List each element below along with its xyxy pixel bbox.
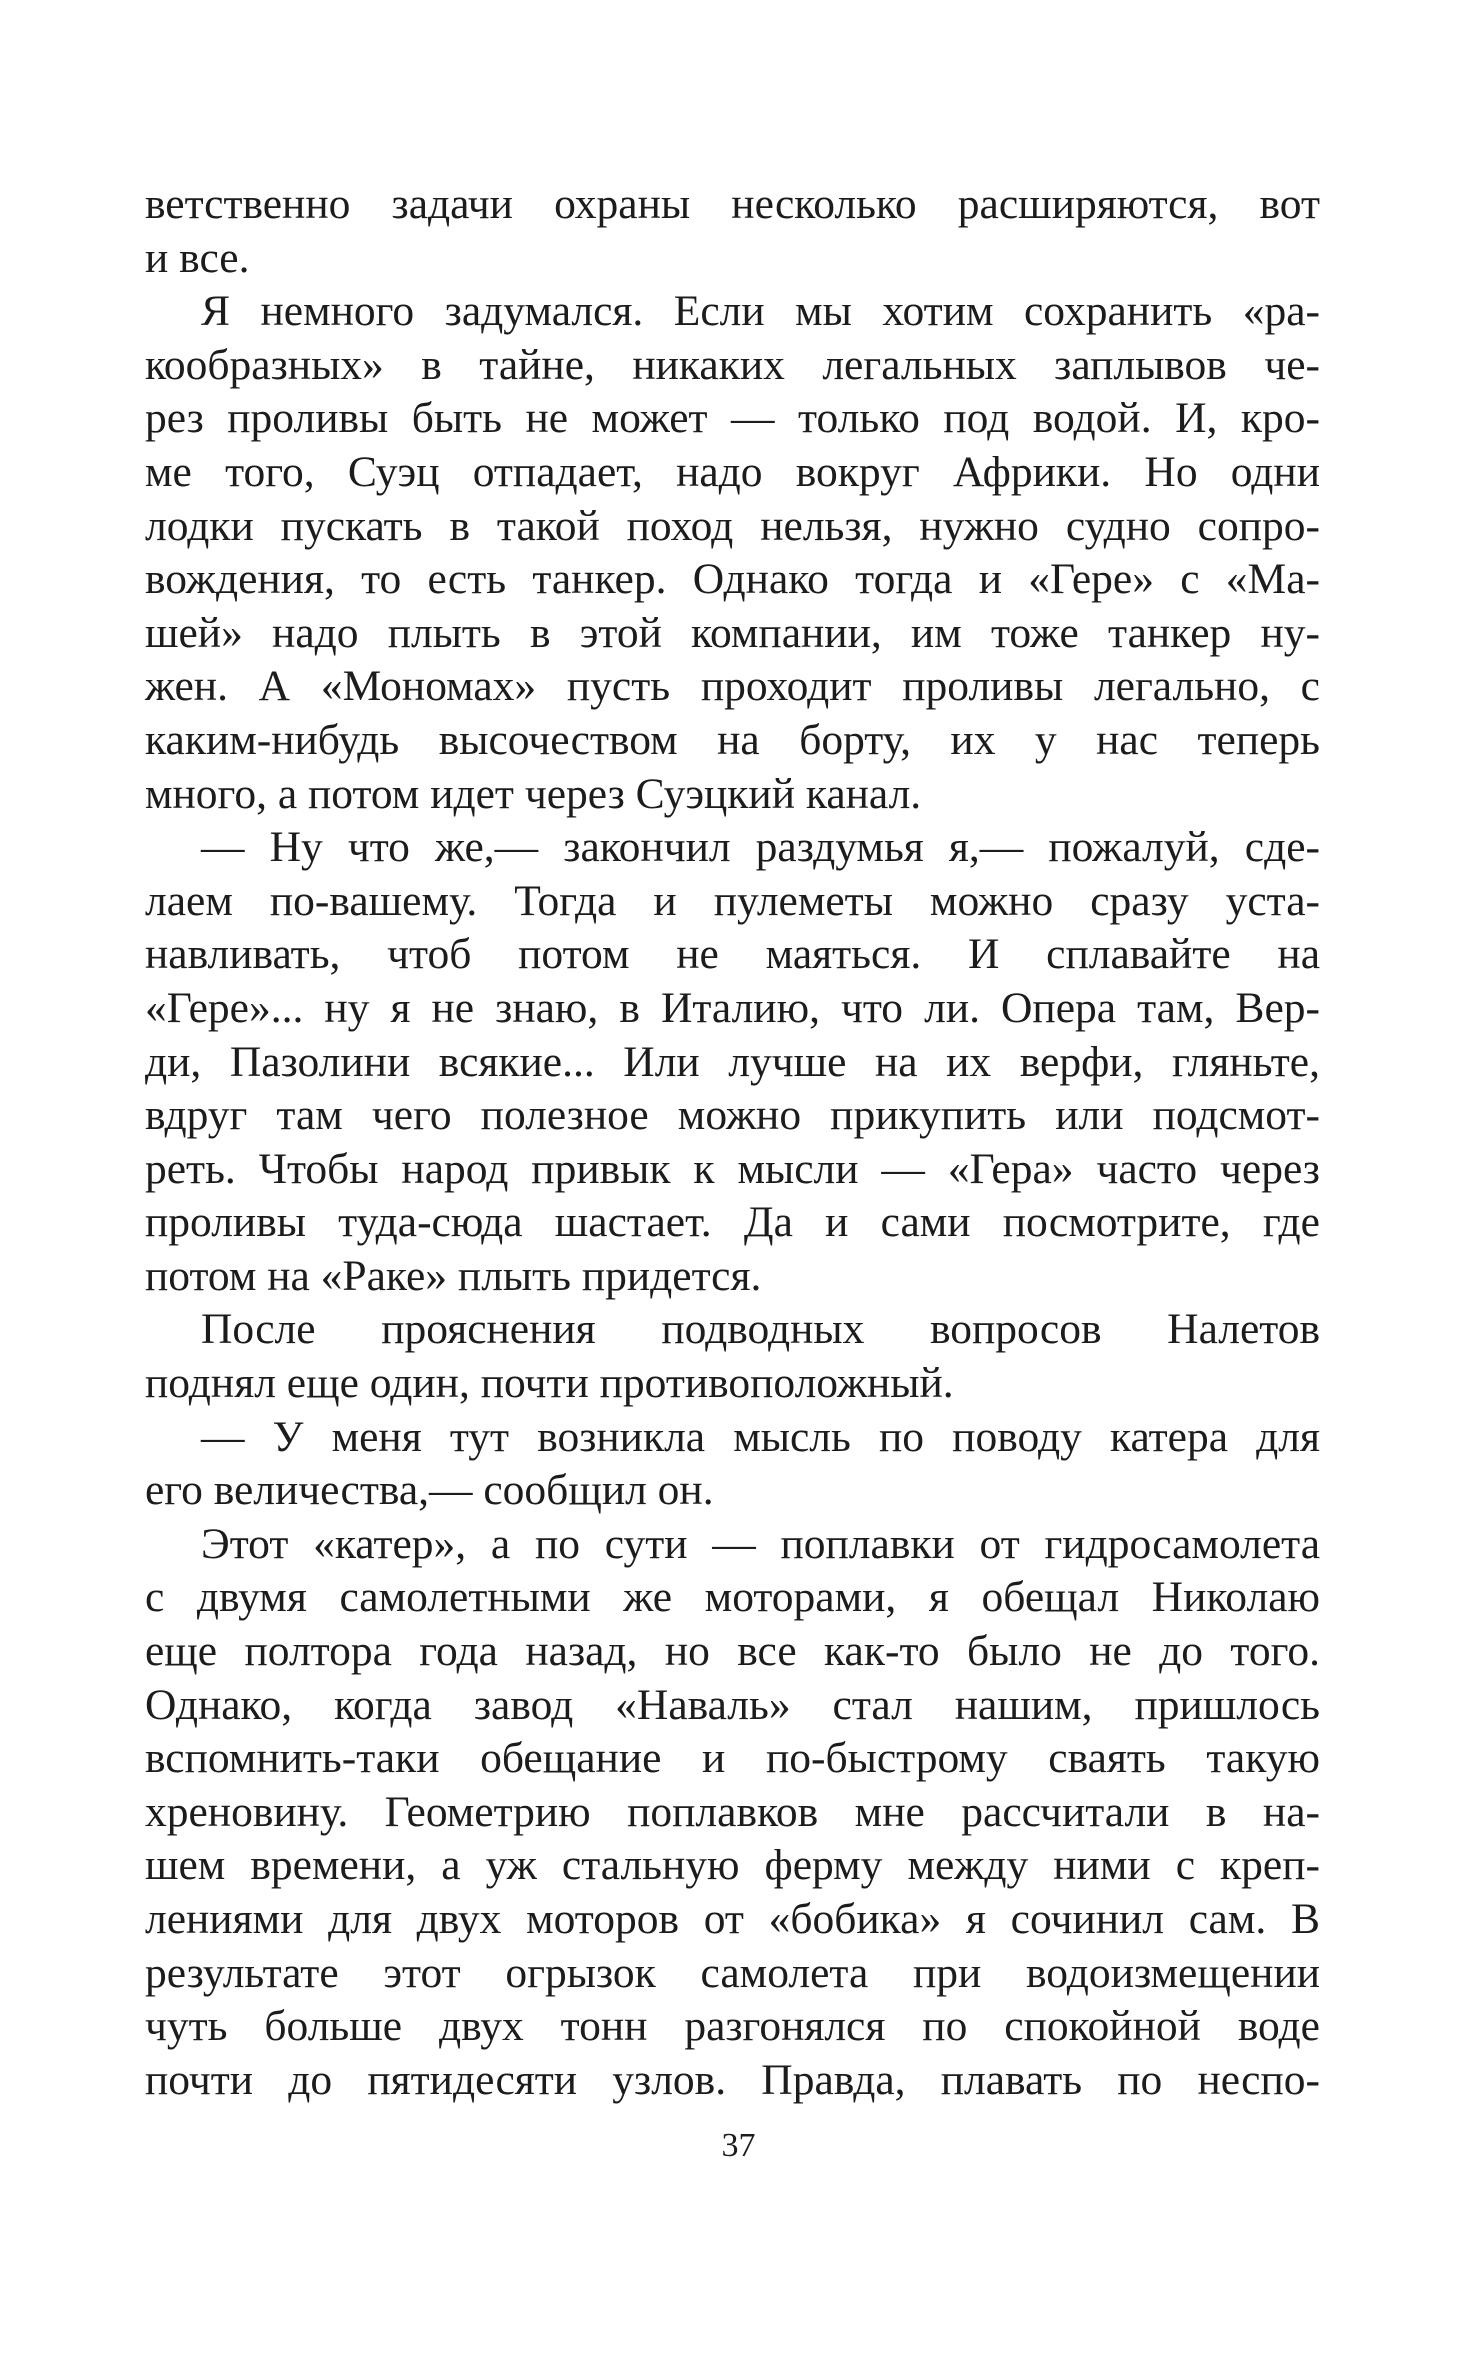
text-line: хреновину. Геометрию поплавков мне рассчитали в на- — [145, 1787, 1320, 1836]
text-line: вождения, то есть танкер. Однако тогда и «Гере» с «Ма- — [145, 555, 1320, 604]
text-line: еще полтора года назад, но все как-то было не до того. — [145, 1627, 1320, 1676]
text-line: «Гере»... ну я не знаю, в Италию, что ли. Опера там, Вер- — [145, 983, 1320, 1032]
text-line: шей» надо плыть в этой компании, им тоже танкер ну- — [145, 608, 1320, 657]
text-line: лаем по-вашему. Тогда и пулеметы можно сразу уста- — [145, 876, 1320, 925]
text-line: реть. Чтобы народ привык к мысли — «Гера» часто через — [145, 1144, 1320, 1193]
text-line: лодки пускать в такой поход нельзя, нужно судно сопро- — [145, 501, 1320, 550]
text-line: потом на «Раке» плыть придется. — [145, 1251, 762, 1300]
text-line: ме того, Суэц отпадает, надо вокруг Африки. Но одни — [145, 447, 1320, 496]
text-line: лениями для двух моторов от «бобика» я сочинил сам. В — [145, 1895, 1320, 1943]
text-line: чуть больше двух тонн разгонялся по спокойной воде — [145, 2002, 1320, 2051]
text-line: Этот «катер», а по сути — поплавки от гидросамолета — [201, 1519, 1320, 1568]
text-line: ди, Пазолини всякие... Или лучше на их верфи, гляньте, — [145, 1037, 1320, 1086]
text-line: каким-нибудь высочеством на борту, их у нас теперь — [145, 715, 1320, 764]
text-line: вспомнить-таки обещание и по-быстрому сваять такую — [145, 1734, 1320, 1783]
text-line: его величества,— сообщил он. — [145, 1466, 714, 1515]
text-line: Однако, когда завод «Наваль» стал нашим, пришлось — [145, 1680, 1320, 1729]
text-line: с двумя самолетными же моторами, я обещал Николаю — [145, 1573, 1320, 1622]
text-line: вдруг там чего полезное можно прикупить или подсмот- — [145, 1091, 1320, 1140]
page-number: 37 — [721, 2127, 756, 2164]
text-line: рез проливы быть не может — только под водой. И, кро- — [145, 394, 1320, 443]
text-line: проливы туда-сюда шастает. Да и сами посмотрите, где — [145, 1198, 1320, 1247]
text-line: — Ну что же,— закончил раздумья я,— пожалуй, сде- — [201, 823, 1320, 872]
text-line: После прояснения подводных вопросов Налетов — [201, 1305, 1320, 1354]
text-line: кообразных» в тайне, никаких легальных заплывов че- — [145, 340, 1320, 389]
text-line: много, а потом идет через Суэцкий канал. — [145, 769, 922, 818]
text-line: поднял еще один, почти противоположный. — [145, 1359, 954, 1408]
text-line: и все. — [145, 233, 250, 282]
text-line: Я немного задумался. Если мы хотим сохранить «ра- — [201, 287, 1320, 336]
text-line: жен. А «Мономах» пусть проходит проливы легально, с — [145, 662, 1320, 711]
text-line: — У меня тут возникла мысль по поводу катера для — [201, 1412, 1320, 1461]
text-line: ветственно задачи охраны несколько расширяются, вот — [145, 180, 1320, 228]
text-line: шем времени, а уж стальную ферму между ними с креп- — [145, 1841, 1320, 1890]
text-line: почти до пятидесяти узлов. Правда, плавать по неспо- — [145, 2055, 1320, 2104]
text-line: результате этот огрызок самолета при водоизмещении — [145, 1948, 1320, 1997]
text-line: навливать, чтоб потом не маяться. И сплавайте на — [145, 930, 1320, 979]
body-text — [145, 178, 1320, 2107]
